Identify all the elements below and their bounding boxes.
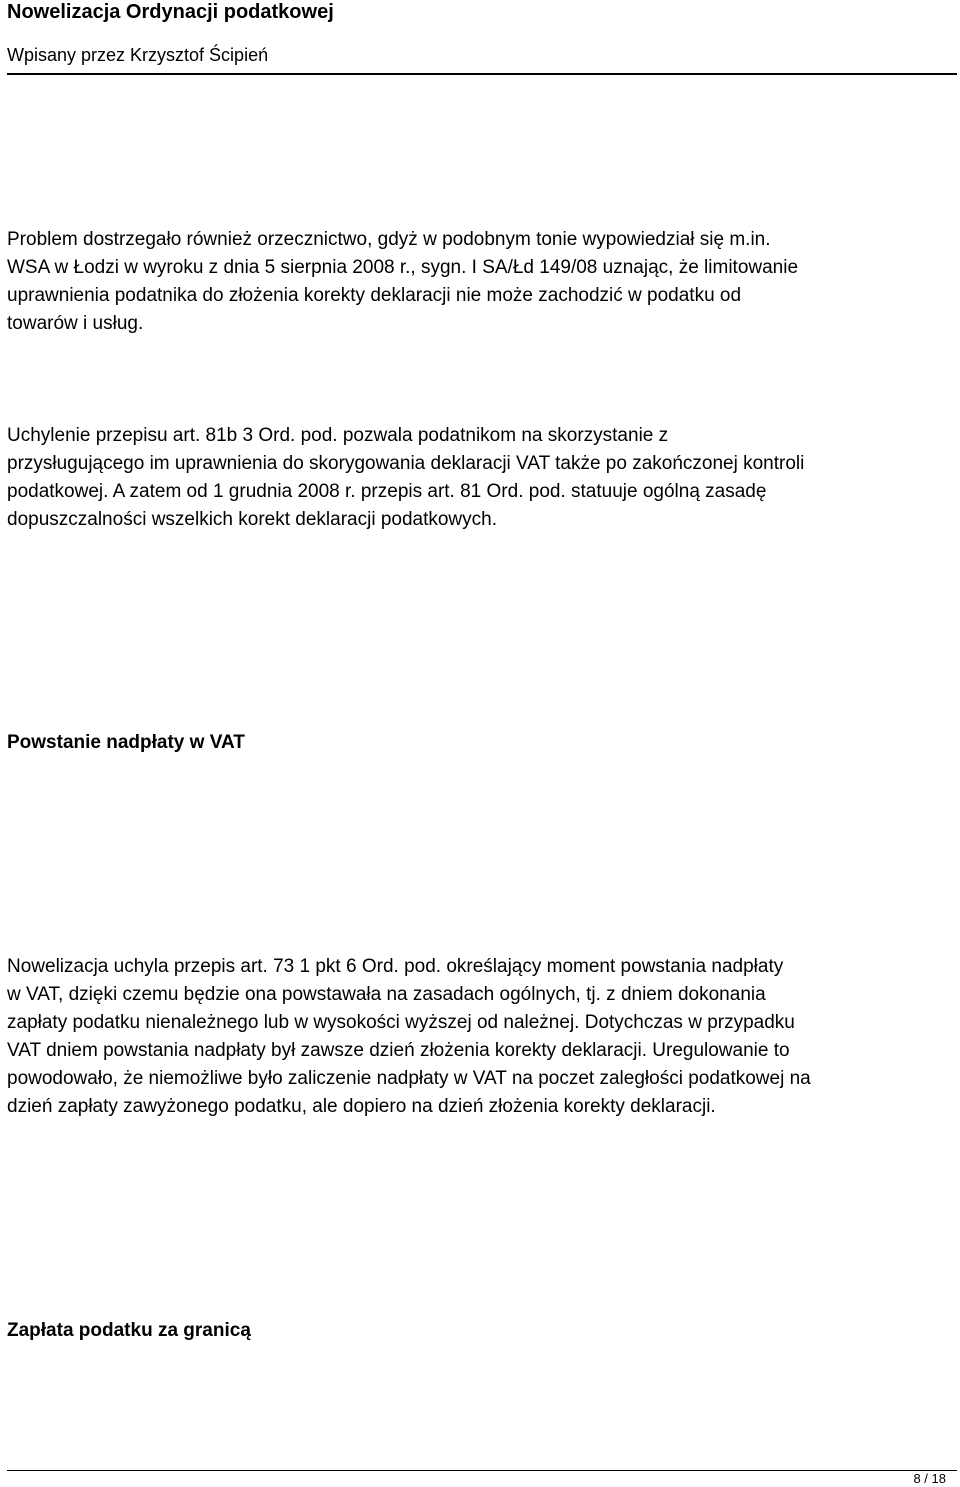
page-header [7,0,957,66]
paragraph-line: zapłaty podatku nienależnego lub w wysokości wyższej od należnej. Dotychczas w przypadku [7,1012,795,1033]
paragraph-line: uprawnienia podatnika do złożenia korekty deklaracji nie może zachodzić w podatku od [7,285,742,306]
paragraph-amendment [7,953,957,1121]
paragraph-line: dopuszczalności wszelkich korekt deklaracji podatkowych. [7,509,498,530]
paragraph-line: dzień zapłaty zawyżonego podatku, ale dopiero na dzień złożenia korekty deklaracji. [7,1096,716,1117]
document-title: Nowelizacja Ordynacji podatkowej [7,1,334,23]
section-heading-overpayment: Powstanie nadpłaty w VAT [7,732,245,753]
paragraph-line: towarów i usług. [7,313,144,334]
paragraph-line: przysługującego im uprawnienia do skorygowania deklaracji VAT także po zakończonej kontroli [7,453,805,474]
section-heading-foreign-payment: Zapłata podatku za granicą [7,1320,251,1341]
paragraph-line: powodowało, że niemożliwe było zaliczenie nadpłaty w VAT na poczet zaległości podatkowej na [7,1068,811,1089]
paragraph-line: Nowelizacja uchyla przepis art. 73 1 pkt 6 Ord. pod. określający moment powstania nadpłaty [7,956,784,977]
header-divider [7,73,957,75]
footer-divider [7,1470,957,1471]
paragraph-line: Uchylenie przepisu art. 81b 3 Ord. pod. pozwala podatnikom na skorzystanie z [7,425,669,446]
page-number: 8 / 18 [913,1471,946,1486]
paragraph-repeal [7,422,957,534]
paragraph-line: WSA w Łodzi w wyroku z dnia 5 sierpnia 2008 r., sygn. I SA/Łd 149/08 uznając, że limitowanie [7,257,799,278]
paragraph-line: w VAT, dzięki czemu będzie ona powstawała na zasadach ogólnych, tj. z dniem dokonania [7,984,766,1005]
document-author: Wpisany przez Krzysztof Ścipień [7,45,269,65]
paragraph-line: podatkowej. A zatem od 1 grudnia 2008 r. przepis art. 81 Ord. pod. statuuje ogólną zasadę [7,481,767,502]
paragraph-line: VAT dniem powstania nadpłaty był zawsze dzień złożenia korekty deklaracji. Uregulowanie to [7,1040,790,1061]
paragraph-case-law [7,226,957,338]
paragraph-line: Problem dostrzegało również orzecznictwo, gdyż w podobnym tonie wypowiedział się m.in. [7,229,771,250]
